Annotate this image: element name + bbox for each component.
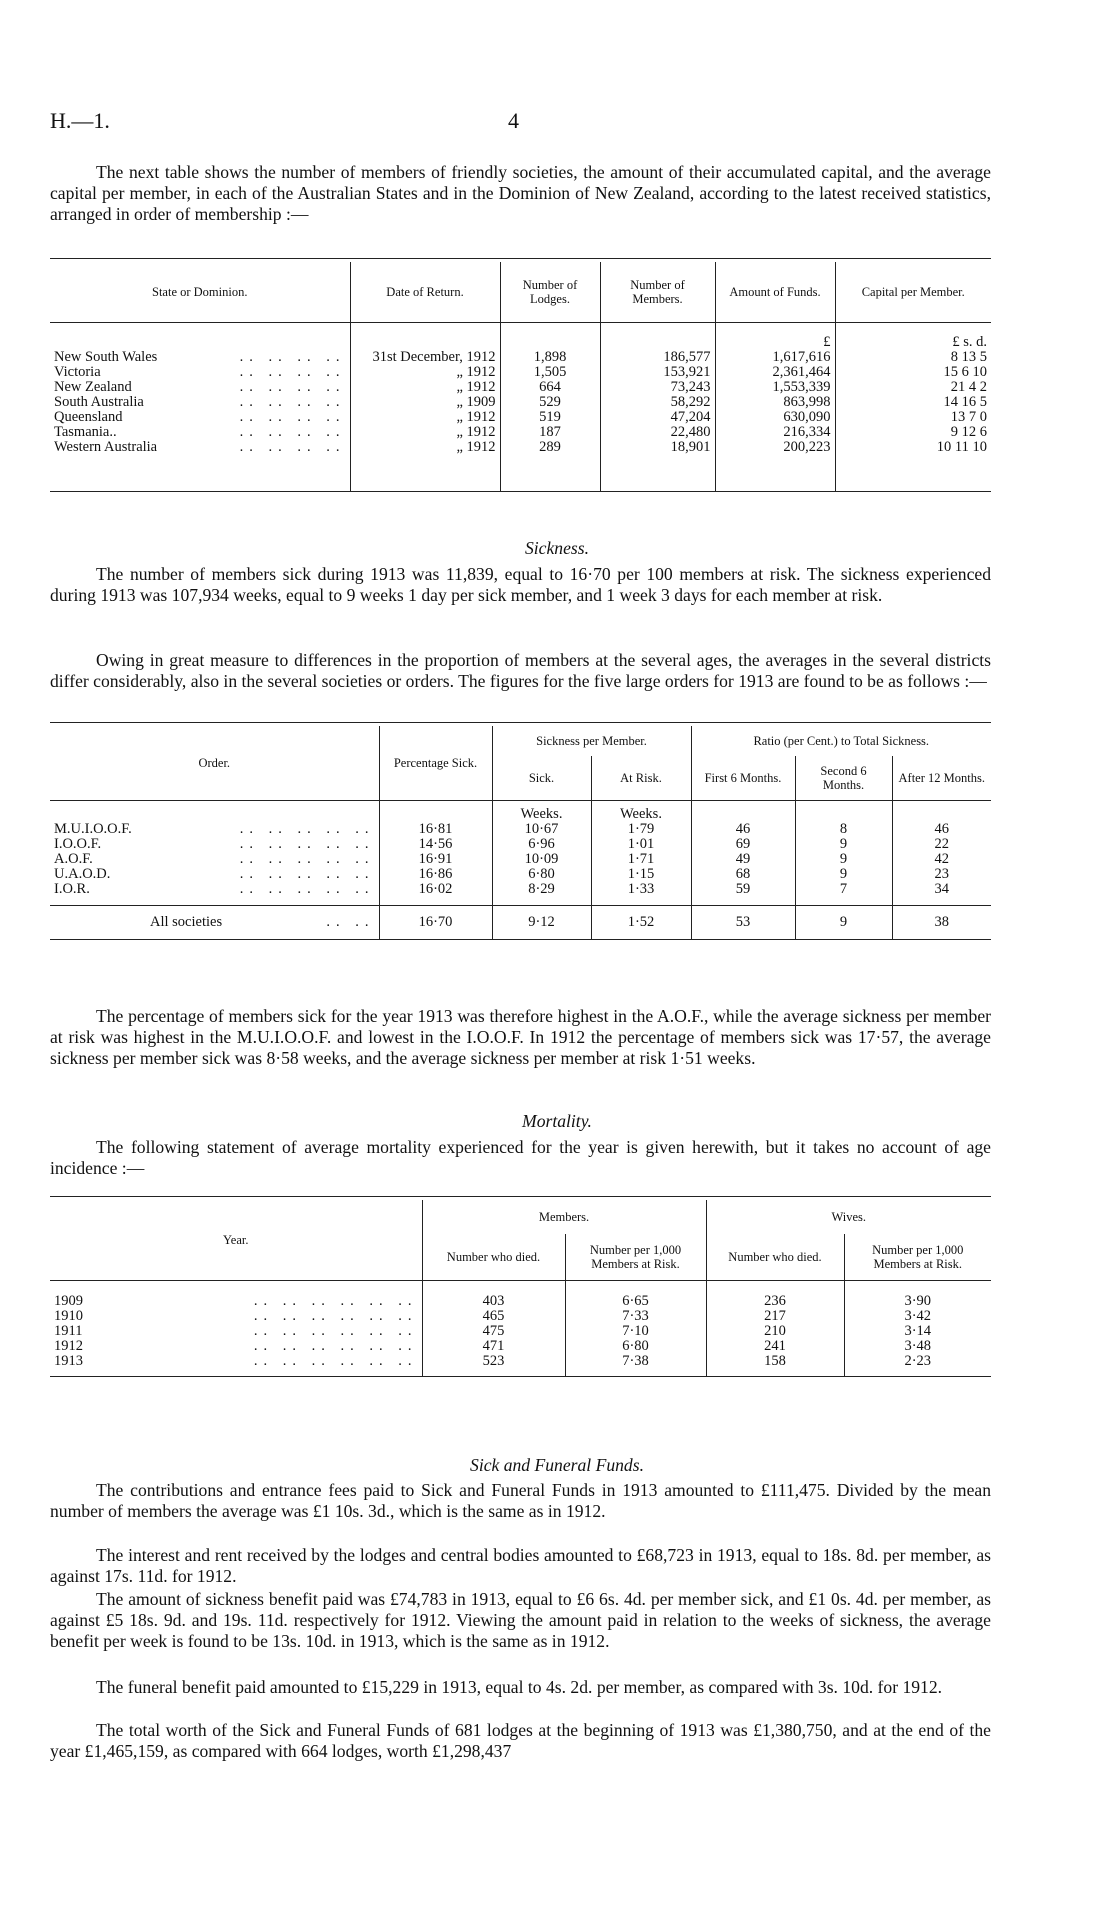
- unit-weeks-sick: Weeks.: [492, 800, 591, 822]
- cell-wives-rate: 2·23: [844, 1354, 991, 1376]
- funds-paragraph-5: The total worth of the Sick and Funeral Funds of 681 lodges at the beginning of 1913 was £1,380,750, and at the end of the year £1,465,159, as compared with 664 lodges, worth £1,298,437: [50, 1720, 991, 1761]
- cell-year-label: 1912: [54, 1338, 83, 1354]
- cell-order: [50, 852, 379, 867]
- spacer-cell: [492, 897, 591, 905]
- leader-dots: .. .. .. ..: [239, 424, 346, 440]
- cell-lodges: 187: [500, 425, 600, 440]
- table2-body: [50, 800, 991, 939]
- cell-sick: 8·29: [492, 882, 591, 897]
- cell-order: [50, 882, 379, 897]
- spacer-cell: [50, 455, 350, 491]
- cell-state: [50, 410, 350, 425]
- table-row: [50, 440, 991, 455]
- orders-sickness-table: [50, 726, 991, 940]
- cell-second: 9: [795, 905, 892, 939]
- table-row: [50, 867, 991, 882]
- cell-members-died: 471: [422, 1339, 565, 1354]
- col-at-risk: At Risk.: [591, 756, 691, 800]
- cell-after: 34: [892, 882, 991, 897]
- cell-lodges: 1,898: [500, 350, 600, 365]
- cell-date: 31st December, 1912: [350, 350, 500, 365]
- cell-members: 47,204: [600, 410, 715, 425]
- cell-state-label: Queensland: [54, 409, 123, 425]
- table-spacer-row: [50, 455, 991, 491]
- leader-dots: .. .. .. ..: [239, 439, 346, 455]
- cell-state: [50, 365, 350, 380]
- cell-sick: 6·80: [492, 867, 591, 882]
- cell-risk: 1·52: [591, 905, 691, 939]
- cell-funds: 1,617,616: [715, 350, 835, 365]
- cell-funds: 216,334: [715, 425, 835, 440]
- cell-first: 49: [691, 852, 795, 867]
- sickness-paragraph-1: The number of members sick during 1913 was 11,839, equal to 16·70 per 100 members at risk. The sickness experienced during 1913 was 107,934 weeks, equal to 9 weeks 1 day per sick member, and 1 week 3 days for each member at risk.: [50, 564, 991, 605]
- spacer-cell: [835, 455, 991, 491]
- sickness-paragraph-2: Owing in great measure to differences in the proportion of members at the several ages, the averages in the several districts differ considerably, also in the several societies or orders. The figures for the five large orders for 1913 are found to be as follows :—: [50, 650, 991, 691]
- table-row: [50, 1354, 991, 1376]
- leader-dots: .. .. .. .. ..: [239, 836, 375, 852]
- cell-date: „ 1912: [350, 440, 500, 455]
- table-row: [50, 395, 991, 410]
- col-first-6-months: First 6 Months.: [691, 756, 795, 800]
- cell-first: 59: [691, 882, 795, 897]
- cell-order: [50, 867, 379, 882]
- cell-sick: 10·67: [492, 822, 591, 837]
- cell-state: [50, 395, 350, 410]
- cell-funds: 1,553,339: [715, 380, 835, 395]
- leader-dots: .. .. .. .. .. ..: [253, 1353, 418, 1369]
- cell-wives-died: 241: [706, 1339, 844, 1354]
- spacer-cell: [350, 455, 500, 491]
- cell-order-label: I.O.O.F.: [54, 836, 102, 852]
- cell-wives-rate: 3·14: [844, 1324, 991, 1339]
- leader-dots: .. .. .. ..: [239, 349, 346, 365]
- table-row: [50, 365, 991, 380]
- cell-funds: 2,361,464: [715, 365, 835, 380]
- funds-caption: Sick and Funeral Funds.: [470, 1455, 644, 1475]
- leader-dots: .. .. .. ..: [239, 409, 346, 425]
- table-row: [50, 822, 991, 837]
- leader-dots: .. .. .. .. .. ..: [253, 1293, 418, 1309]
- cell-after: 46: [892, 822, 991, 837]
- cell-pct: 16·81: [379, 822, 492, 837]
- cell-members-rate: 6·80: [565, 1339, 706, 1354]
- cell-date: „ 1912: [350, 365, 500, 380]
- col-members-per-1000: Number per 1,000 Members at Risk.: [565, 1234, 706, 1280]
- leader-dots: .. .. .. .. ..: [239, 866, 375, 882]
- cell-date: „ 1912: [350, 410, 500, 425]
- col-state: State or Dominion.: [50, 262, 350, 322]
- cell-capital: 14 16 5: [835, 395, 991, 410]
- cell-state-label: Victoria: [54, 364, 101, 380]
- cell-order: [50, 905, 379, 939]
- col-wives-per-1000: Number per 1,000 Members at Risk.: [844, 1234, 991, 1280]
- cell-year: [50, 1294, 422, 1309]
- cell-after: 42: [892, 852, 991, 867]
- funds-paragraph-4: The funeral benefit paid amounted to £15,229 in 1913, equal to 4s. 2d. per member, as compared with 3s. 10d. for 1912.: [96, 1677, 943, 1697]
- cell-wives-rate: 3·90: [844, 1294, 991, 1309]
- cell-lodges: 529: [500, 395, 600, 410]
- cell-year-label: 1909: [54, 1293, 83, 1309]
- cell-year: [50, 1354, 422, 1376]
- spacer-cell: [691, 897, 795, 905]
- table-row: [50, 410, 991, 425]
- spacer-cell: [715, 455, 835, 491]
- cell-sick: 9·12: [492, 905, 591, 939]
- leader-dots: .. .. .. ..: [239, 394, 346, 410]
- report-code: H.—1.: [50, 108, 110, 133]
- cell-year: [50, 1324, 422, 1339]
- unit-pounds: £: [715, 322, 835, 350]
- spacer-cell: [600, 455, 715, 491]
- table1-top-rule: [50, 258, 991, 259]
- cell-wives-rate: 3·42: [844, 1309, 991, 1324]
- cell-second: 9: [795, 867, 892, 882]
- cell-order-label: M.U.I.O.O.F.: [54, 821, 132, 837]
- col-percentage-sick: Percentage Sick.: [379, 726, 492, 800]
- cell-members: 153,921: [600, 365, 715, 380]
- leader-dots: .. .. .. .. ..: [239, 821, 375, 837]
- cell-after: 38: [892, 905, 991, 939]
- col-wives-died: Number who died.: [706, 1234, 844, 1280]
- spacer-cell: [591, 897, 691, 905]
- col-funds: Amount of Funds.: [715, 262, 835, 322]
- cell-state-label: New Zealand: [54, 379, 132, 395]
- cell-members: 58,292: [600, 395, 715, 410]
- spacer-cell: [892, 897, 991, 905]
- cell-funds: 863,998: [715, 395, 835, 410]
- cell-lodges: 519: [500, 410, 600, 425]
- cell-lodges: 289: [500, 440, 600, 455]
- col-members-died: Number who died.: [422, 1234, 565, 1280]
- funds-paragraph-1: The contributions and entrance fees paid to Sick and Funeral Funds in 1913 amounted to £111,475. Divided by the mean number of members the average was £1 10s. 3d., which is the same as in 1912.: [50, 1480, 991, 1521]
- col-capital: Capital per Member.: [835, 262, 991, 322]
- cell-members-rate: 7·33: [565, 1309, 706, 1324]
- friendly-societies-table: [50, 262, 991, 492]
- leader-dots: .. .. .. .. .. ..: [253, 1323, 418, 1339]
- spacer-cell: [50, 897, 379, 905]
- table-spacer-row: [50, 897, 991, 905]
- cell-state-label: Western Australia: [54, 439, 158, 455]
- cell-year-label: 1911: [54, 1323, 83, 1339]
- table1-body: [50, 322, 991, 491]
- cell-after: 22: [892, 837, 991, 852]
- cell-first: 53: [691, 905, 795, 939]
- table-row: [50, 1294, 991, 1309]
- col-second-6-months: Second 6 Months.: [795, 756, 892, 800]
- cell-date: „ 1912: [350, 380, 500, 395]
- cell-pct: 14·56: [379, 837, 492, 852]
- cell-capital: 15 6 10: [835, 365, 991, 380]
- unit-lsd: £ s. d.: [835, 322, 991, 350]
- cell-state-label: South Australia: [54, 394, 144, 410]
- cell-order-label: A.O.F.: [54, 851, 93, 867]
- mortality-caption: Mortality.: [522, 1111, 592, 1131]
- cell-second: 9: [795, 852, 892, 867]
- table-row: [50, 380, 991, 395]
- cell-capital: 21 4 2: [835, 380, 991, 395]
- cell-first: 68: [691, 867, 795, 882]
- cell-after: 23: [892, 867, 991, 882]
- leader-dots: .. .. .. ..: [239, 379, 346, 395]
- col-group-wives: Wives.: [706, 1200, 991, 1234]
- col-group-sickness: Sickness per Member.: [492, 726, 691, 756]
- cell-order: [50, 837, 379, 852]
- cell-year-label: 1913: [54, 1353, 83, 1369]
- leader-dots: .. .. .. .. ..: [239, 881, 375, 897]
- cell-state: [50, 380, 350, 395]
- cell-order-label: I.O.R.: [54, 881, 90, 897]
- cell-state: [50, 350, 350, 365]
- col-after-12-months: After 12 Months.: [892, 756, 991, 800]
- cell-first: 46: [691, 822, 795, 837]
- cell-date: „ 1912: [350, 425, 500, 440]
- cell-pct: 16·91: [379, 852, 492, 867]
- total-row: [50, 905, 991, 939]
- cell-risk: 1·15: [591, 867, 691, 882]
- cell-lodges: 1,505: [500, 365, 600, 380]
- page-number: 4: [508, 108, 519, 133]
- sickness-caption: Sickness.: [524, 538, 589, 558]
- cell-members-rate: 7·38: [565, 1354, 706, 1376]
- table-row: [50, 1324, 991, 1339]
- cell-capital: 9 12 6: [835, 425, 991, 440]
- cell-second: 7: [795, 882, 892, 897]
- cell-year-label: 1910: [54, 1308, 83, 1324]
- cell-members: 73,243: [600, 380, 715, 395]
- cell-funds: 200,223: [715, 440, 835, 455]
- table2-top-rule: [50, 722, 991, 723]
- cell-state-label: New South Wales: [54, 349, 158, 365]
- unit-weeks-risk: Weeks.: [591, 800, 691, 822]
- table-row: [50, 1339, 991, 1354]
- cell-capital: 13 7 0: [835, 410, 991, 425]
- cell-state: [50, 440, 350, 455]
- cell-year: [50, 1339, 422, 1354]
- cell-members-died: 465: [422, 1309, 565, 1324]
- cell-wives-died: 217: [706, 1309, 844, 1324]
- leader-dots: .. ..: [326, 913, 375, 930]
- leader-dots: .. .. .. .. ..: [239, 851, 375, 867]
- cell-risk: 1·01: [591, 837, 691, 852]
- cell-year: [50, 1309, 422, 1324]
- cell-wives-died: 158: [706, 1354, 844, 1376]
- cell-members-rate: 7·10: [565, 1324, 706, 1339]
- cell-first: 69: [691, 837, 795, 852]
- intro-paragraph: The next table shows the number of members of friendly societies, the amount of their accumulated capital, and the average capital per member, in each of the Australian States and in the Dominion of New Zealand, according to the latest received statistics, arranged in order of membership :—: [50, 162, 991, 224]
- col-group-ratio: Ratio (per Cent.) to Total Sickness.: [691, 726, 991, 756]
- spacer-cell: [379, 897, 492, 905]
- col-lodges: Number of Lodges.: [500, 262, 600, 322]
- cell-state: [50, 425, 350, 440]
- leader-dots: .. .. .. ..: [239, 364, 346, 380]
- table-row: [50, 1309, 991, 1324]
- cell-capital: 8 13 5: [835, 350, 991, 365]
- cell-sick: 6·96: [492, 837, 591, 852]
- cell-wives-died: 210: [706, 1324, 844, 1339]
- cell-wives-rate: 3·48: [844, 1339, 991, 1354]
- table-row: [50, 425, 991, 440]
- col-date: Date of Return.: [350, 262, 500, 322]
- spacer-cell: [795, 897, 892, 905]
- cell-members: 18,901: [600, 440, 715, 455]
- cell-pct: 16·02: [379, 882, 492, 897]
- cell-order-label: All societies: [150, 913, 223, 930]
- cell-date: „ 1909: [350, 395, 500, 410]
- cell-wives-died: 236: [706, 1294, 844, 1309]
- cell-second: 8: [795, 822, 892, 837]
- mortality-table: [50, 1200, 991, 1377]
- leader-dots: .. .. .. .. .. ..: [253, 1338, 418, 1354]
- cell-capital: 10 11 10: [835, 440, 991, 455]
- table3-body: [50, 1280, 991, 1376]
- funds-paragraph-3: The amount of sickness benefit paid was £74,783 in 1913, equal to £6 6s. 4d. per member sick, and £1 0s. 4d. per member, as against £5 18s. 9d. and 19s. 11d. respectively for 1912. Viewing the amount paid in relation to the weeks of sickness, the average benefit per week is found to be 13s. 10d. in 1913, which is the same as in 1912.: [50, 1589, 991, 1651]
- cell-pct: 16·86: [379, 867, 492, 882]
- table-row: [50, 837, 991, 852]
- col-sick: Sick.: [492, 756, 591, 800]
- cell-order-label: U.A.O.D.: [54, 866, 111, 882]
- funds-paragraph-2: The interest and rent received by the lodges and central bodies amounted to £68,723 in 1913, equal to 18s. 8d. per member, as against 17s. 11d. for 1912.: [50, 1545, 991, 1586]
- table-row: [50, 852, 991, 867]
- cell-pct: 16·70: [379, 905, 492, 939]
- cell-members-died: 523: [422, 1354, 565, 1376]
- cell-risk: 1·71: [591, 852, 691, 867]
- cell-sick: 10·09: [492, 852, 591, 867]
- cell-members-rate: 6·65: [565, 1294, 706, 1309]
- col-year: Year.: [50, 1200, 422, 1280]
- cell-risk: 1·79: [591, 822, 691, 837]
- orders-summary-paragraph: The percentage of members sick for the year 1913 was therefore highest in the A.O.F., while the average sickness per member at risk was highest in the M.U.I.O.O.F. and lowest in the I.O.O.F. In 1912 the percentage of members sick was 17·57, the average sickness per member sick was 8·58 weeks, and the average sickness per member at risk 1·51 weeks.: [50, 1006, 991, 1068]
- col-order: Order.: [50, 726, 379, 800]
- table3-top-rule: [50, 1196, 991, 1197]
- col-group-members: Members.: [422, 1200, 706, 1234]
- table-row: [50, 350, 991, 365]
- table-row: [50, 882, 991, 897]
- cell-members-died: 403: [422, 1294, 565, 1309]
- cell-members: 22,480: [600, 425, 715, 440]
- cell-second: 9: [795, 837, 892, 852]
- cell-risk: 1·33: [591, 882, 691, 897]
- cell-order: [50, 822, 379, 837]
- leader-dots: .. .. .. .. .. ..: [253, 1308, 418, 1324]
- cell-funds: 630,090: [715, 410, 835, 425]
- mortality-paragraph: The following statement of average mortality experienced for the year is given herewith, but it takes no account of age incidence :—: [50, 1137, 991, 1178]
- spacer-cell: [500, 455, 600, 491]
- cell-lodges: 664: [500, 380, 600, 395]
- cell-state-label: Tasmania..: [54, 424, 117, 440]
- cell-members-died: 475: [422, 1324, 565, 1339]
- col-members: Number of Members.: [600, 262, 715, 322]
- cell-members: 186,577: [600, 350, 715, 365]
